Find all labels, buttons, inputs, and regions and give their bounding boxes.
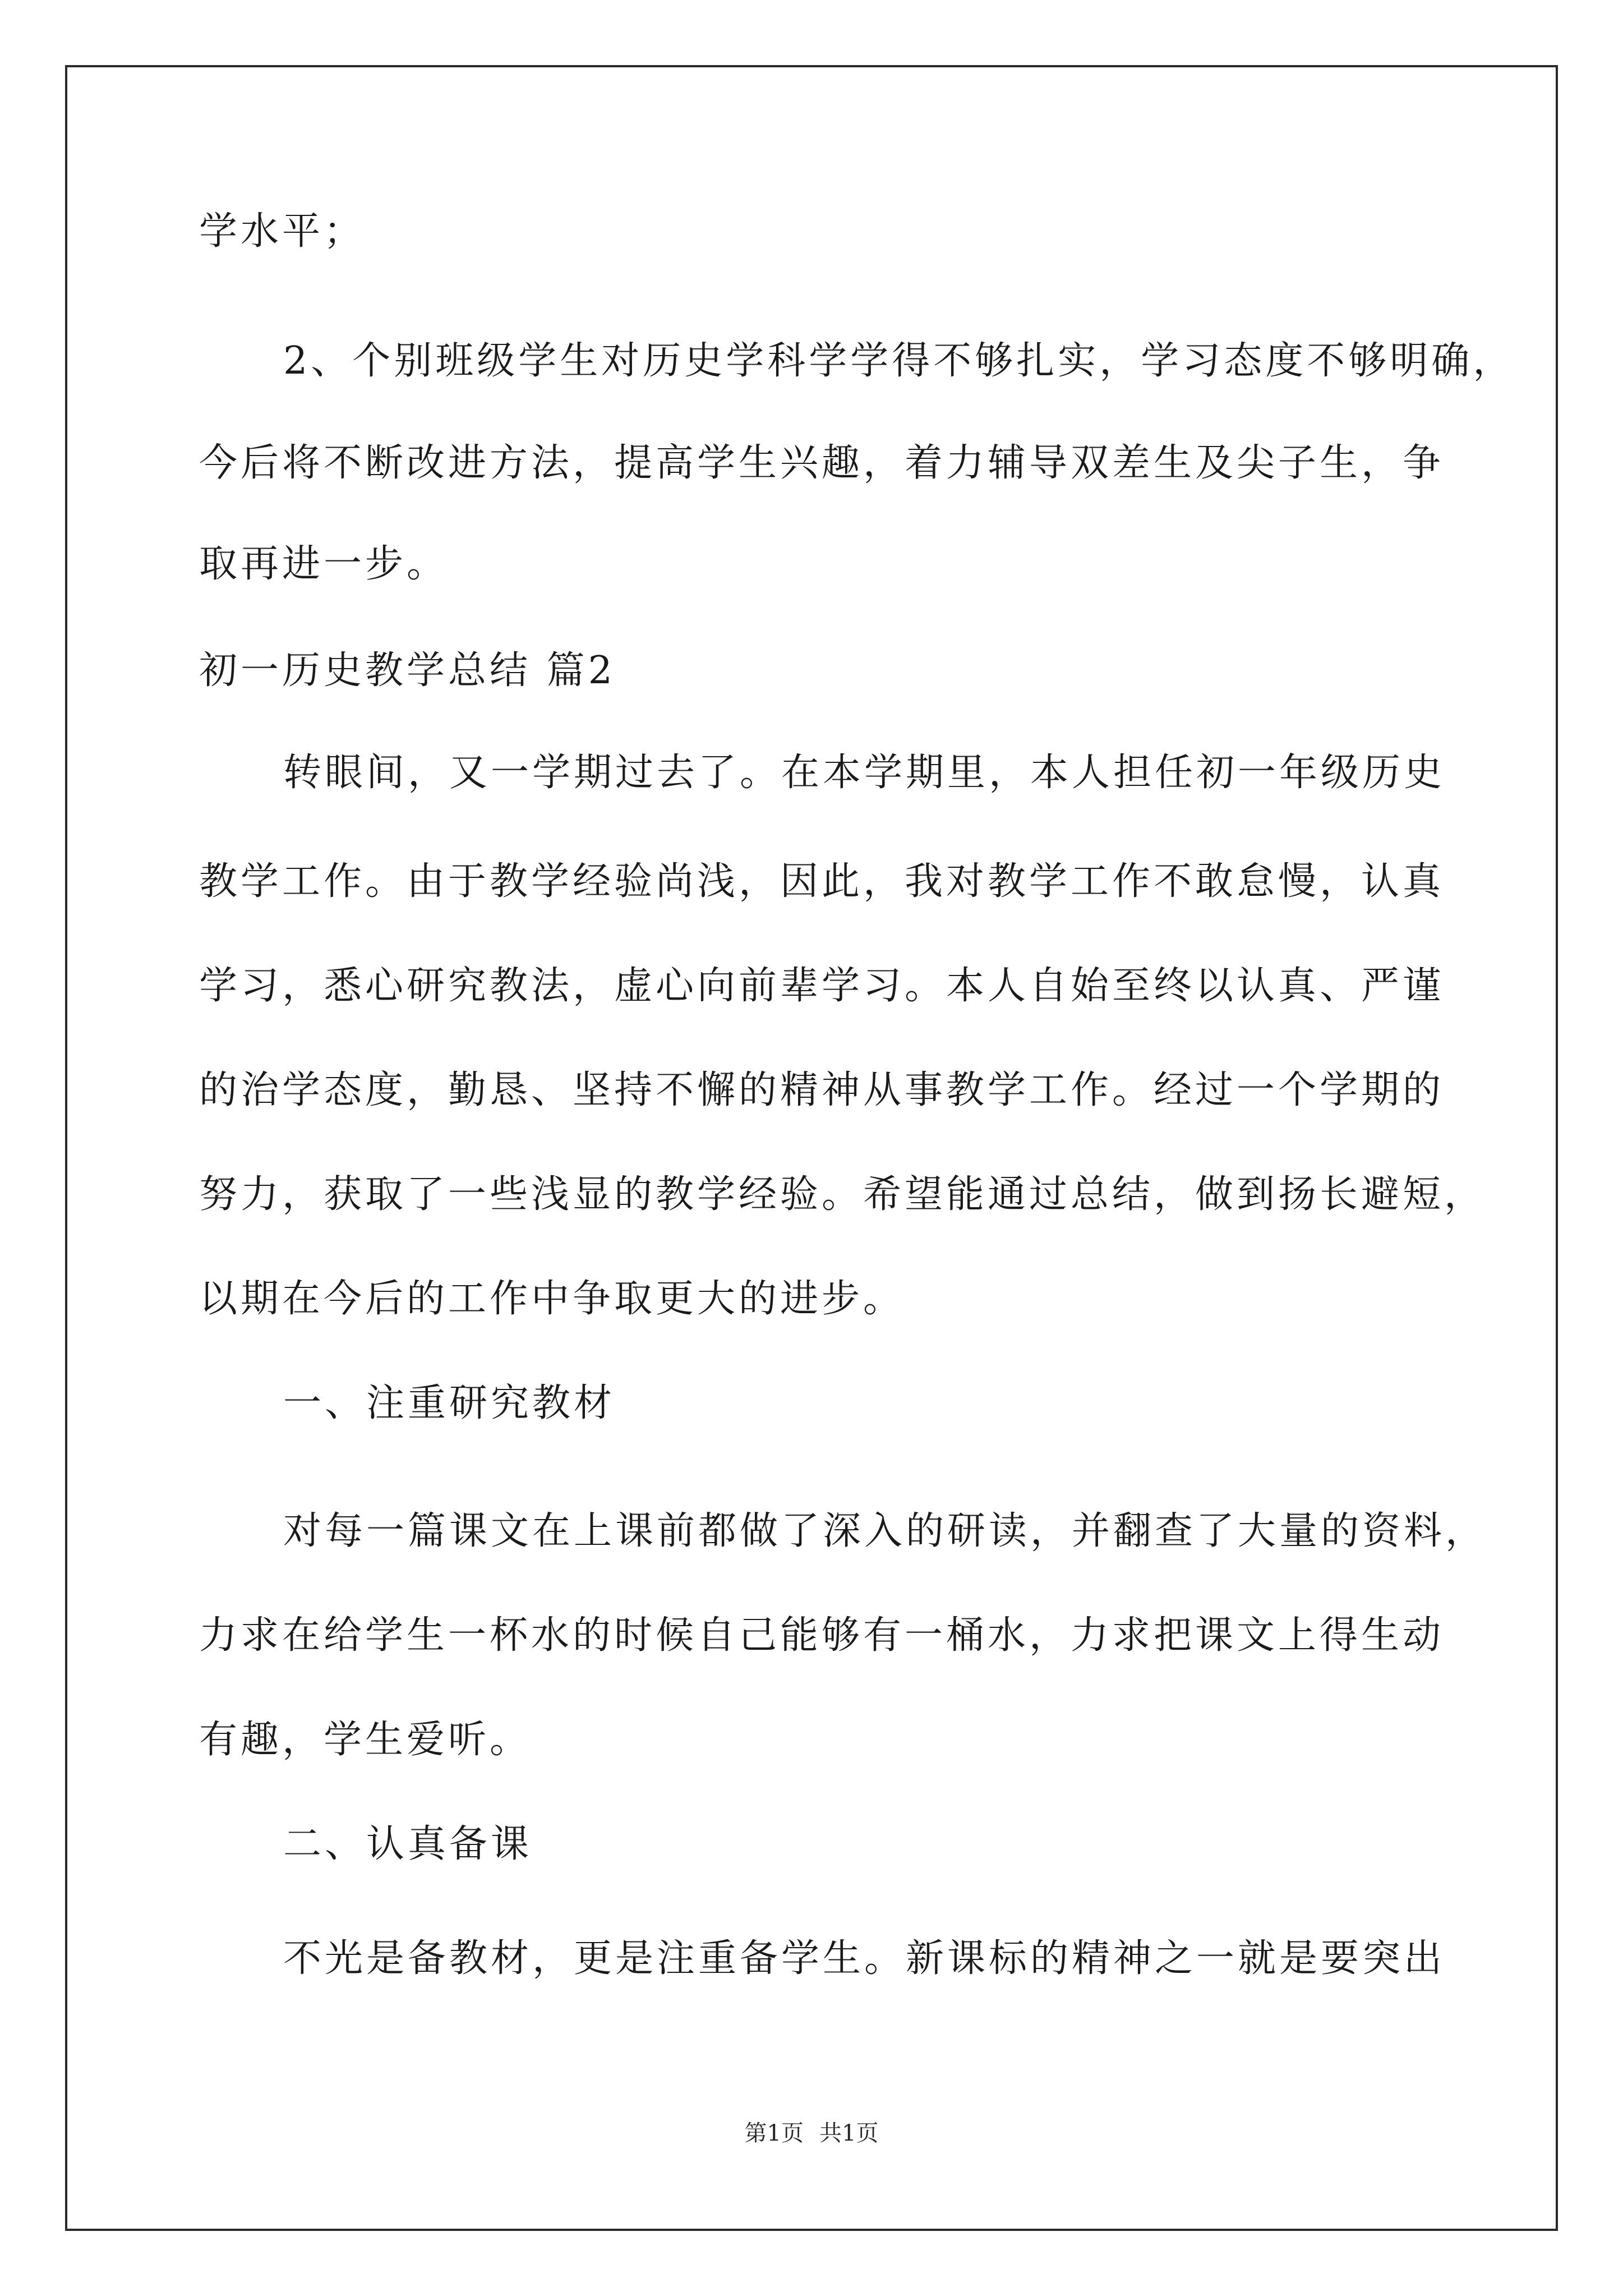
text-line: 以期在今后的工作中争取更大的进步。 (199, 1277, 905, 1321)
text-line: 努力，获取了一些浅显的教学经验。希望能通过总结，做到扬长避短， (199, 1172, 1486, 1217)
text-line: 不光是备教材，更是注重备学生。新课标的精神之一就是要突出 (283, 1936, 1446, 1981)
text-line: 学习，悉心研究教法，虚心向前辈学习。本人自始至终以认真、严谨 (199, 964, 1445, 1008)
text-line: 学水平； (199, 209, 366, 254)
subheading: 二、认真备课 (283, 1822, 533, 1866)
subheading: 一、注重研究教材 (283, 1381, 616, 1425)
page-total: 共1页 (819, 2120, 879, 2146)
page-border (65, 65, 1558, 2231)
text-line: 对每一篇课文在上课前都做了深入的研读，并翻查了大量的资料， (283, 1509, 1487, 1553)
text-line: 转眼间，又一学期过去了。在本学期里，本人担任初一年级历史 (283, 751, 1446, 795)
section-heading: 初一历史教学总结 篇2 (199, 648, 616, 693)
page-number: 第1页 (744, 2120, 804, 2146)
text-line: 2、个别班级学生对历史学科学学得不够扎实，学习态度不够明确， (283, 339, 1515, 383)
text-line: 教学工作。由于教学经验尚浅，因此，我对教学工作不敢怠慢，认真 (199, 859, 1445, 904)
page-footer (0, 2119, 1623, 2147)
text-line: 今后将不断改进方法，提高学生兴趣，着力辅导双差生及尖子生，争 (199, 441, 1445, 485)
text-line: 取再进一步。 (199, 542, 449, 586)
text-line: 的治学态度，勤恳、坚持不懈的精神从事教学工作。经过一个学期的 (199, 1068, 1445, 1112)
text-line: 有趣，学生爱听。 (199, 1718, 532, 1762)
text-line: 力求在给学生一杯水的时候自己能够有一桶水，力求把课文上得生动 (199, 1613, 1445, 1658)
